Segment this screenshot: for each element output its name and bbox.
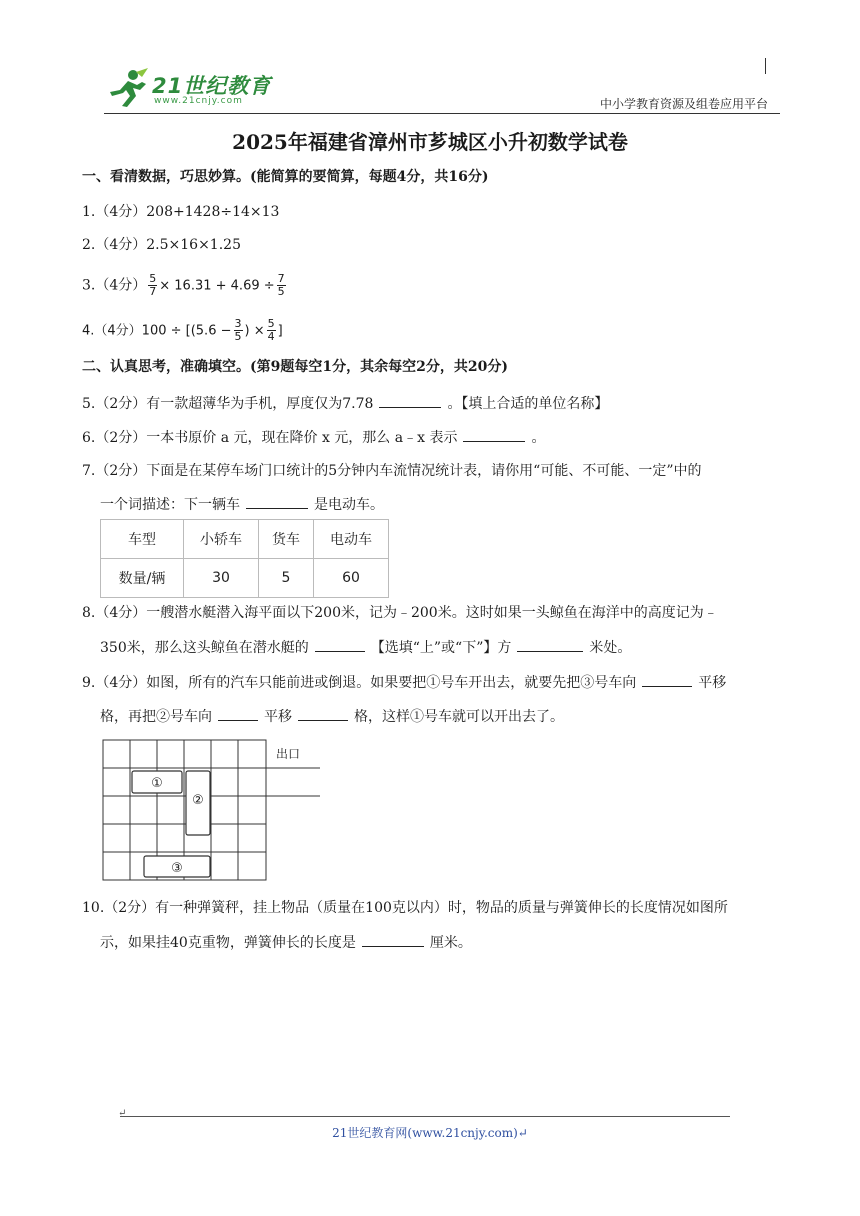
question-9-line2: 格，再把②号车向 平移 格，这样①号车就可以开出去了。 [100,706,564,727]
table-row [101,559,389,598]
question-6: 6.（2分）一本书原价 a 元，现在降价 x 元，那么 a﹣x 表示 。 [82,427,545,448]
footer-link[interactable]: 21世纪教育网(www.21cnjy.com)↵ [332,1126,528,1140]
table-header-cell: 车型 [101,520,184,559]
logo-url-text: www.21cnjy.com [154,96,243,106]
footer-divider [120,1116,730,1117]
footer-return-mark: ↵ [118,1108,127,1119]
question-9-line1: 9.（4分）如图，所有的汽车只能前进或倒退。如果要把①号车开出去，就要先把③号车向 平移 [82,672,726,693]
question-4 [82,318,283,343]
header-platform-text: 中小学教育资源及组卷应用平台 [599,97,768,111]
section2-heading: 二、认真思考，准确填空。(第9题每空1分，其余每空2分，共20分) [82,359,508,375]
answer-blank[interactable] [362,932,424,947]
runner-logo-icon [106,68,150,108]
answer-blank[interactable] [298,706,348,721]
answer-blank[interactable] [517,637,583,652]
table-row [101,520,389,559]
question-3-prefix: 3.（4分） [82,277,147,294]
question-4-prefix: 4.（4分）100 ÷ [(5.6 − [82,323,232,339]
fraction: $\frac{5}{7}$ [149,272,157,298]
question-4-end: ] [277,323,283,339]
answer-blank[interactable] [315,637,365,652]
question-4-expr: ) × [244,323,265,339]
answer-blank[interactable] [463,427,525,442]
header-tick-mark [765,58,766,74]
question-2: 2.（4分）2.5×16×1.25 [82,237,241,253]
car-2-label: ② [192,793,204,808]
section1-heading: 一、看清数据，巧思妙算。(能简算的要简算，每题4分，共16分) [82,169,489,185]
answer-blank[interactable] [218,706,258,721]
vehicle-count-table [100,519,389,598]
table-header-cell: 电动车 [314,520,389,559]
header-divider [104,113,780,114]
table-cell: 30 [184,559,259,598]
question-8-line2: 350米，那么这头鲸鱼在潜水艇的 【选填“上”或“下”】方 米处。 [100,637,631,658]
car-3-label: ③ [171,861,183,876]
table-cell: 60 [314,559,389,598]
exit-label: 出口 [276,747,301,761]
fraction: $\frac{5}{4}$ [267,317,275,343]
site-logo [104,66,284,112]
table-header-cell: 货车 [259,520,314,559]
logo-main-text: 21世纪教育 [152,74,272,98]
parking-grid-figure [100,738,330,883]
answer-blank[interactable] [642,672,692,687]
fraction: $\frac{3}{5}$ [234,317,242,343]
question-7-line1: 7.（2分）下面是在某停车场门口统计的5分钟内车流情况统计表，请你用“可能、不可能、一定”中的 [82,463,702,479]
table-cell: 5 [259,559,314,598]
car-1-label: ① [151,776,163,791]
question-10-line1: 10.（2分）有一种弹簧秤，挂上物品（质量在100克以内）时，物品的质量与弹簧伸长的长度情况如图所 [82,900,728,916]
table-cell: 数量/辆 [101,559,184,598]
question-1: 1.（4分）208+1428÷14×13 [82,204,280,220]
question-7-line2: 一个词描述：下一辆车 是电动车。 [100,494,384,515]
question-10-line2: 示，如果挂40克重物，弹簧伸长的长度是 厘米。 [100,932,472,953]
page-title: 2025年福建省漳州市芗城区小升初数学试卷 [232,130,628,154]
answer-blank[interactable] [379,393,441,408]
question-5: 5.（2分）有一款超薄华为手机，厚度仅为7.78 。【填上合适的单位名称】 [82,393,608,414]
question-3-expr: × 16.31 + 4.69 ÷ [159,278,275,294]
question-3 [82,273,288,298]
question-8-line1: 8.（4分）一艘潜水艇潜入海平面以下200米，记为﹣200米。这时如果一头鲸鱼在海洋中的高度记为﹣ [82,605,718,621]
answer-blank[interactable] [246,494,308,509]
fraction: $\frac{7}{5}$ [277,272,285,298]
table-header-cell: 小轿车 [184,520,259,559]
